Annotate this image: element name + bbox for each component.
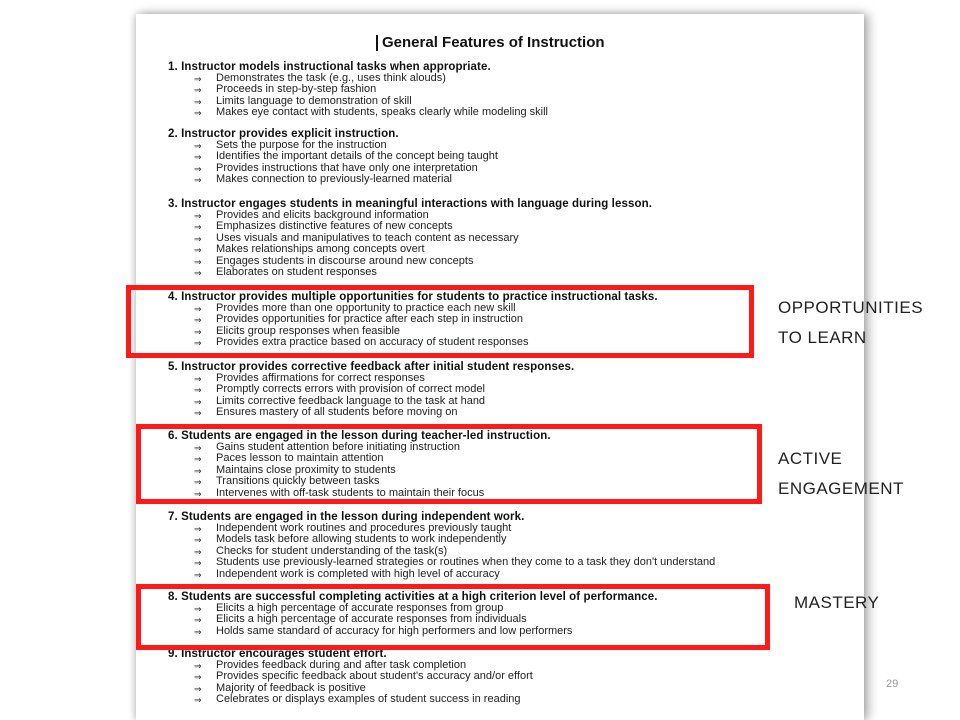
bullet-list xyxy=(168,210,848,278)
section-heading: 8. Students are successful completing activities at a high criterion level of performance. xyxy=(168,591,658,603)
section-heading: 5. Instructor provides corrective feedback after initial student responses. xyxy=(168,361,575,373)
bullet-text: Identifies the important details of the concept being taught xyxy=(216,150,498,163)
section-heading: 2. Instructor provides explicit instruction. xyxy=(168,128,399,140)
arrow-bullet-icon: ⇒ xyxy=(194,477,202,488)
list-item xyxy=(168,407,848,418)
arrow-bullet-icon: ⇒ xyxy=(194,695,202,706)
label-active-engagement xyxy=(778,444,904,504)
section-5 xyxy=(168,361,848,419)
arrow-bullet-icon: ⇒ xyxy=(194,315,202,326)
arrow-bullet-icon: ⇒ xyxy=(194,558,202,569)
bullet-text: Majority of feedback is positive xyxy=(216,681,366,694)
arrow-bullet-icon: ⇒ xyxy=(194,304,202,314)
bullet-text: Elicits a high percentage of accurate responses from individuals xyxy=(216,613,527,626)
arrow-bullet-icon: ⇒ xyxy=(194,465,202,476)
label-line: OPPORTUNITIES xyxy=(778,298,924,317)
arrow-bullet-icon: ⇒ xyxy=(194,268,202,279)
arrow-bullet-icon: ⇒ xyxy=(194,85,202,96)
bullet-text: Demonstrates the task (e.g., uses think alouds) xyxy=(216,72,446,84)
bullet-text: Makes eye contact with students, speaks clearly while modeling skill xyxy=(216,106,548,119)
bullet-text: Intervenes with off-task students to maintain their focus xyxy=(216,486,485,499)
bullet-list xyxy=(168,660,848,706)
bullet-text: Proceeds in step-by-step fashion xyxy=(216,83,377,96)
arrow-bullet-icon: ⇒ xyxy=(194,661,202,671)
bullet-text: Transitions quickly between tasks xyxy=(216,475,380,488)
arrow-bullet-icon: ⇒ xyxy=(194,211,202,221)
arrow-bullet-icon: ⇒ xyxy=(194,672,202,683)
label-line: MASTERY xyxy=(794,593,880,612)
label-mastery xyxy=(794,588,879,618)
bullet-text: Celebrates or displays examples of student success in reading xyxy=(216,693,521,706)
section-heading: 1. Instructor models instructional tasks when appropriate. xyxy=(168,61,491,73)
arrow-bullet-icon: ⇒ xyxy=(194,233,202,244)
bullet-text: Checks for student understanding of the task(s) xyxy=(216,544,448,557)
bullet-text: Provides extra practice based on accuracy of student responses xyxy=(216,336,529,349)
section-1 xyxy=(168,61,848,119)
label-line: ACTIVE xyxy=(778,449,843,468)
bullet-text: Provides more than one opportunity to practice each new skill xyxy=(216,302,516,314)
bullet-text: Independent work routines and procedures previously taught xyxy=(216,522,512,534)
arrow-bullet-icon: ⇒ xyxy=(194,683,202,694)
bullet-text: Holds same standard of accuracy for high performers and low performers xyxy=(216,624,573,637)
bullet-text: Provides instructions that have only one interpretation xyxy=(216,161,478,174)
section-heading: 4. Instructor provides multiple opportunities for students to practice instructional tasks. xyxy=(168,291,658,303)
bullet-text: Gains student attention before initiating instruction xyxy=(216,441,460,453)
section-7 xyxy=(168,511,848,580)
bullet-text: Limits language to demonstration of skill xyxy=(216,94,412,107)
arrow-bullet-icon: ⇒ xyxy=(194,74,202,84)
arrow-bullet-icon: ⇒ xyxy=(194,604,202,614)
arrow-bullet-icon: ⇒ xyxy=(194,374,202,384)
bullet-text: Independent work is completed with high level of accuracy xyxy=(216,567,500,580)
arrow-bullet-icon: ⇒ xyxy=(194,163,202,174)
list-item xyxy=(168,694,848,705)
section-3 xyxy=(168,198,848,278)
bullet-text: Engages students in discourse around new concepts xyxy=(216,254,474,267)
list-item xyxy=(168,107,848,118)
bullet-text: Limits corrective feedback language to the task at hand xyxy=(216,394,486,407)
list-item xyxy=(168,569,848,580)
arrow-bullet-icon: ⇒ xyxy=(194,488,202,499)
arrow-bullet-icon: ⇒ xyxy=(194,141,202,151)
bullet-text: Provides feedback during and after task completion xyxy=(216,659,467,671)
highlight-box-opportunities xyxy=(126,285,754,358)
arrow-bullet-icon: ⇒ xyxy=(194,338,202,349)
arrow-bullet-icon: ⇒ xyxy=(194,524,202,534)
list-item xyxy=(168,174,848,185)
arrow-bullet-icon: ⇒ xyxy=(194,408,202,419)
label-line: ENGAGEMENT xyxy=(778,479,904,498)
arrow-bullet-icon: ⇒ xyxy=(194,108,202,119)
arrow-bullet-icon: ⇒ xyxy=(194,96,202,107)
bullet-text: Maintains close proximity to students xyxy=(216,463,396,476)
section-heading: 6. Students are engaged in the lesson during teacher-led instruction. xyxy=(168,430,551,442)
bullet-text: Elicits group responses when feasible xyxy=(216,324,401,337)
highlight-box-engagement xyxy=(136,424,762,504)
arrow-bullet-icon: ⇒ xyxy=(194,245,202,256)
arrow-bullet-icon: ⇒ xyxy=(194,454,202,465)
bullet-text: Promptly corrects errors with provision of correct model xyxy=(216,383,485,396)
bullet-list xyxy=(168,140,848,186)
bullet-list xyxy=(168,523,848,580)
arrow-bullet-icon: ⇒ xyxy=(194,256,202,267)
arrow-bullet-icon: ⇒ xyxy=(194,385,202,396)
arrow-bullet-icon: ⇒ xyxy=(194,152,202,163)
section-2 xyxy=(168,128,848,186)
bullet-text: Provides and elicits background information xyxy=(216,209,429,221)
arrow-bullet-icon: ⇒ xyxy=(194,396,202,407)
bullet-text: Models task before allowing students to work independently xyxy=(216,533,507,546)
arrow-bullet-icon: ⇒ xyxy=(194,615,202,626)
bullet-text: Makes connection to previously-learned material xyxy=(216,173,453,186)
document-title: General Features of Instruction xyxy=(382,34,605,51)
arrow-bullet-icon: ⇒ xyxy=(194,175,202,186)
section-heading: 3. Instructor engages students in meaningful interactions with language during lesson. xyxy=(168,198,652,210)
bullet-list xyxy=(168,73,848,119)
arrow-bullet-icon: ⇒ xyxy=(194,626,202,637)
section-heading: 7. Students are engaged in the lesson during independent work. xyxy=(168,511,525,523)
arrow-bullet-icon: ⇒ xyxy=(194,443,202,453)
label-opportunities-to-learn xyxy=(778,293,923,353)
bullet-text: Sets the purpose for the instruction xyxy=(216,139,387,151)
bullet-list xyxy=(168,373,848,419)
list-item xyxy=(168,267,848,278)
arrow-bullet-icon: ⇒ xyxy=(194,326,202,337)
bullet-text: Ensures mastery of all students before moving on xyxy=(216,406,458,419)
bullet-text: Paces lesson to maintain attention xyxy=(216,452,384,465)
arrow-bullet-icon: ⇒ xyxy=(194,569,202,580)
arrow-bullet-icon: ⇒ xyxy=(194,535,202,546)
label-line: TO LEARN xyxy=(778,328,867,347)
bullet-text: Uses visuals and manipulatives to teach content as necessary xyxy=(216,231,519,244)
arrow-bullet-icon: ⇒ xyxy=(194,222,202,233)
bullet-text: Provides specific feedback about student's accuracy and/or effort xyxy=(216,670,533,683)
bullet-text: Elaborates on student responses xyxy=(216,266,377,279)
section-heading: 9. Instructor encourages student effort. xyxy=(168,648,387,660)
section-9 xyxy=(168,648,848,706)
slide-page-number: 29 xyxy=(886,678,899,690)
bullet-text: Provides opportunities for practice after each step in instruction xyxy=(216,313,523,326)
arrow-bullet-icon: ⇒ xyxy=(194,546,202,557)
bullet-text: Students use previously-learned strategies or routines when they come to a task they don't understand xyxy=(216,556,716,569)
bullet-text: Emphasizes distinctive features of new concepts xyxy=(216,220,453,233)
highlight-box-mastery xyxy=(136,584,770,650)
bullet-text: Elicits a high percentage of accurate responses from group xyxy=(216,602,504,614)
bullet-text: Makes relationships among concepts overt xyxy=(216,243,425,256)
bullet-text: Provides affirmations for correct responses xyxy=(216,372,425,384)
